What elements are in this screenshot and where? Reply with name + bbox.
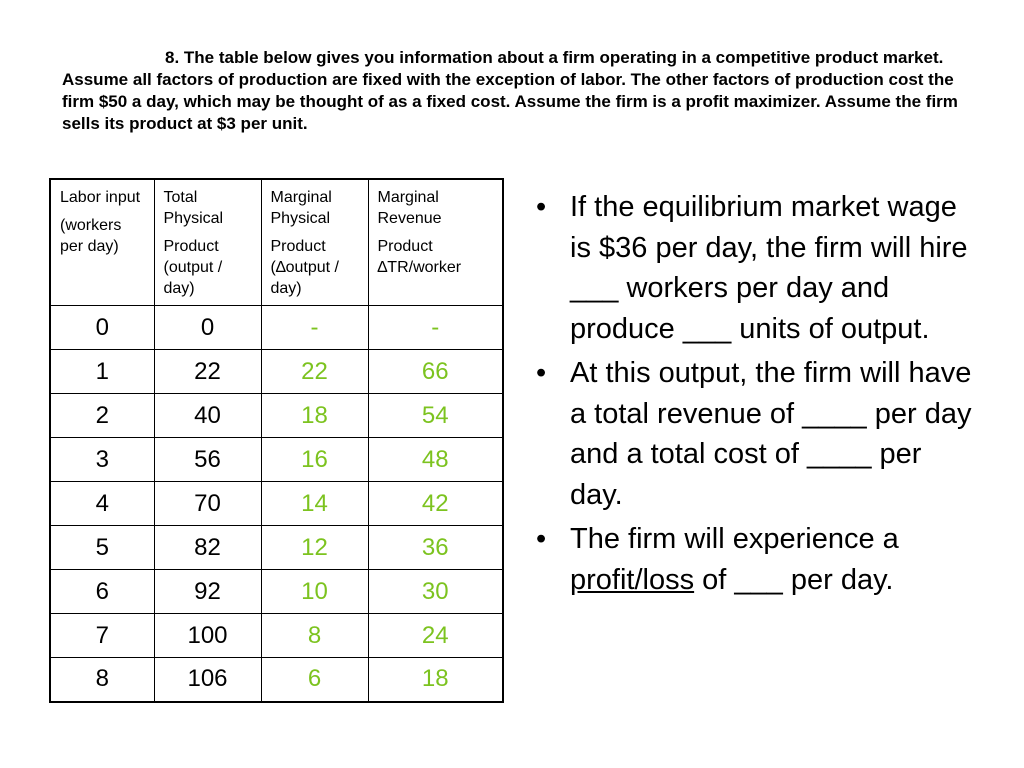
bullet-marker: • xyxy=(536,357,547,389)
problem-paragraph: 8. The table below gives you information about a firm operating in a competitive product market. Assume all factors of production are fixed with the exception of labor. The other factors of production cost the firm $50 a day, which may be thought of as a fixed cost. Assume the firm is a profit maximizer. Assume the firm sells its product at $3 per unit. xyxy=(62,48,958,133)
problem-statement xyxy=(62,47,962,135)
header-tpp-unit: Product (output / day) xyxy=(163,238,223,297)
mrp-cell: 66 xyxy=(368,350,503,394)
mpp-cell: 16 xyxy=(261,438,368,482)
bullet-marker: • xyxy=(536,191,547,223)
mrp-cell: 24 xyxy=(368,614,503,658)
mpp-cell: 12 xyxy=(261,526,368,570)
mrp-cell: 36 xyxy=(368,526,503,570)
header-mrp-title: Marginal Revenue xyxy=(377,189,442,227)
table-row xyxy=(50,614,503,658)
header-total-physical-product xyxy=(154,179,261,306)
tpp-cell: 92 xyxy=(154,570,261,614)
mpp-cell: 6 xyxy=(261,658,368,702)
mrp-cell: 48 xyxy=(368,438,503,482)
table-row xyxy=(50,394,503,438)
table-row xyxy=(50,570,503,614)
table-row xyxy=(50,306,503,350)
mrp-cell: 18 xyxy=(368,658,503,702)
tpp-cell: 22 xyxy=(154,350,261,394)
table-header xyxy=(50,179,503,306)
bullet-marker: • xyxy=(536,523,547,555)
table-row xyxy=(50,350,503,394)
labor-cell: 4 xyxy=(50,482,154,526)
header-marginal-revenue-product xyxy=(368,179,503,306)
mpp-cell: - xyxy=(261,306,368,350)
table-row xyxy=(50,526,503,570)
labor-cell: 6 xyxy=(50,570,154,614)
question-text-start: The firm will experience a xyxy=(570,523,899,555)
tpp-cell: 40 xyxy=(154,394,261,438)
labor-cell: 0 xyxy=(50,306,154,350)
profit-loss-underlined: profit/loss xyxy=(570,563,695,596)
labor-cell: 8 xyxy=(50,658,154,702)
header-marginal-physical-product xyxy=(261,179,368,306)
tpp-cell: 82 xyxy=(154,526,261,570)
tpp-cell: 106 xyxy=(154,658,261,702)
mrp-cell: 30 xyxy=(368,570,503,614)
mpp-cell: 14 xyxy=(261,482,368,526)
header-mpp-title: Marginal Physical xyxy=(270,189,332,227)
question-text: At this output, the firm will have a total revenue of ____ per day and a total cost of ____ per day. xyxy=(570,357,972,511)
mpp-cell: 22 xyxy=(261,350,368,394)
table-row xyxy=(50,482,503,526)
header-tpp-title: Total Physical xyxy=(163,189,224,227)
table-header-row xyxy=(50,179,503,306)
tpp-cell: 70 xyxy=(154,482,261,526)
labor-cell: 5 xyxy=(50,526,154,570)
mpp-cell: 18 xyxy=(261,394,368,438)
labor-cell: 1 xyxy=(50,350,154,394)
mpp-cell: 8 xyxy=(261,614,368,658)
labor-cell: 2 xyxy=(50,394,154,438)
mpp-cell: 10 xyxy=(261,570,368,614)
header-labor-title: Labor input xyxy=(60,189,141,206)
question-revenue-cost xyxy=(528,353,978,515)
tpp-cell: 100 xyxy=(154,614,261,658)
labor-cell: 7 xyxy=(50,614,154,658)
header-labor-unit: (workers per day) xyxy=(60,217,122,255)
tpp-cell: 56 xyxy=(154,438,261,482)
labor-product-table xyxy=(49,178,504,703)
mrp-cell: 54 xyxy=(368,394,503,438)
question-text-end: of ___ per day. xyxy=(694,563,894,596)
labor-cell: 3 xyxy=(50,438,154,482)
mrp-cell: - xyxy=(368,306,503,350)
question-hire-workers xyxy=(528,187,978,349)
table-body xyxy=(50,306,503,702)
question-text: If the equilibrium market wage is $36 per day, the firm will hire ___ workers per day and produce ___ units of output. xyxy=(570,191,968,345)
question-list xyxy=(528,187,978,604)
header-labor-input xyxy=(50,179,154,306)
table-row xyxy=(50,658,503,702)
table-row xyxy=(50,438,503,482)
question-profit-loss xyxy=(528,519,978,600)
mrp-cell: 42 xyxy=(368,482,503,526)
tpp-cell: 0 xyxy=(154,306,261,350)
header-mrp-unit: Product ∆TR/worker xyxy=(377,238,462,276)
header-mpp-unit: Product (∆output / day) xyxy=(270,238,339,297)
